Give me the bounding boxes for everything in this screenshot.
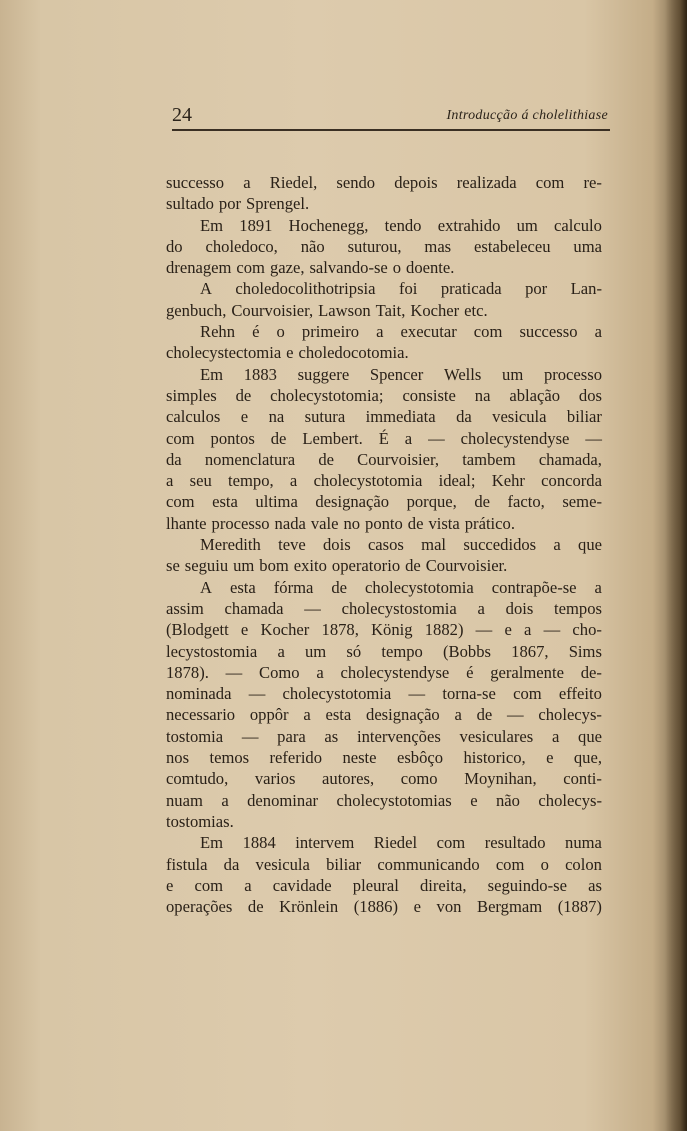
word: é: [252, 322, 260, 342]
word: esta: [325, 705, 352, 725]
word: successo: [166, 173, 225, 192]
word: e: [240, 620, 249, 640]
word: como: [400, 769, 438, 789]
word: —: [543, 620, 561, 640]
word: cholecystotomias: [336, 790, 452, 810]
word: porque,: [406, 492, 457, 512]
word: ideal;: [438, 471, 476, 491]
word: esbôço: [396, 748, 444, 768]
word: fistula: [166, 854, 208, 874]
word: A: [200, 577, 212, 597]
word: sutura: [304, 407, 346, 427]
word: realizada: [456, 173, 517, 192]
word: torna-se: [442, 684, 496, 704]
word: (1887): [557, 897, 602, 917]
word: designação: [315, 492, 390, 512]
word: e: [240, 407, 249, 427]
word: Kehr: [491, 471, 525, 491]
word: effeito: [558, 684, 602, 704]
word: a: [244, 875, 252, 895]
word: cholecystotomia: [313, 471, 423, 491]
word: prático.: [464, 513, 515, 533]
word: salvando-se: [309, 258, 388, 278]
word: um: [233, 556, 255, 576]
text-line: [166, 555, 602, 576]
text-line: [166, 215, 602, 236]
word: de: [474, 492, 490, 512]
word: choledocolithotripsia: [235, 279, 376, 299]
word: assim: [166, 598, 204, 618]
text-line: [166, 364, 602, 385]
word: se: [166, 556, 180, 576]
word: biliar: [326, 854, 362, 874]
word: a: [553, 535, 561, 555]
word: successo: [519, 322, 578, 342]
word: com: [236, 258, 265, 278]
word: com: [473, 322, 503, 342]
word: uma: [573, 236, 602, 256]
word: —: [408, 684, 426, 704]
word: direita,: [420, 875, 467, 895]
word: drenagem: [166, 258, 232, 278]
text-line: [166, 896, 602, 917]
word: a: [524, 620, 532, 640]
word: 1878).: [166, 662, 209, 682]
word: nuam: [166, 790, 203, 810]
word: É: [378, 428, 389, 448]
word: concorda: [541, 471, 602, 491]
word: de: [476, 705, 493, 725]
word: —: [241, 726, 259, 746]
word: no: [343, 513, 361, 533]
text-line: [166, 513, 602, 534]
word: suggere: [297, 364, 350, 384]
word: de: [331, 577, 348, 597]
word: esta: [229, 577, 256, 597]
text-line: [166, 854, 602, 875]
word: praticada: [440, 279, 502, 299]
word: de: [405, 556, 421, 576]
word: vesiculares: [459, 726, 534, 746]
word: cholecystotomia: [365, 577, 474, 597]
word: por: [525, 279, 548, 299]
text-line: [166, 428, 602, 449]
word: fórma: [273, 577, 314, 597]
word: e: [470, 790, 478, 810]
word: a: [454, 705, 462, 725]
text-line: [166, 598, 602, 619]
word: um: [516, 215, 538, 235]
word: sendo: [336, 173, 376, 192]
word: comtudo,: [166, 769, 229, 789]
word: primeiro: [301, 322, 360, 342]
word: pleural: [352, 875, 399, 895]
word: conti-: [563, 769, 602, 789]
word: da: [456, 407, 472, 427]
text-line: [166, 619, 602, 640]
word: tostomia: [166, 726, 224, 746]
word: com: [513, 684, 542, 704]
word: 1867,: [511, 641, 549, 661]
word: vesicula: [255, 854, 310, 874]
word: a: [594, 577, 602, 597]
word: cholecystotomia: [282, 684, 392, 704]
word: (Bobbs: [443, 641, 491, 661]
word: um: [305, 641, 327, 661]
word: —: [475, 620, 493, 640]
word: não: [496, 790, 520, 810]
word: executar: [400, 322, 457, 342]
text-line: [166, 662, 602, 683]
word: Lan-: [570, 279, 602, 299]
word: só: [346, 641, 362, 661]
word: —: [304, 598, 321, 618]
word: Meredith: [200, 535, 261, 555]
word: a: [316, 662, 324, 682]
word: Riedel,: [269, 173, 318, 192]
word: choledoco,: [205, 236, 278, 256]
text-line: [166, 406, 602, 427]
word: seguindo-se: [487, 875, 567, 895]
word: seme-: [562, 492, 602, 512]
word: Em: [200, 364, 224, 384]
word: e: [286, 343, 294, 363]
word: de: [318, 449, 334, 469]
word: Em: [200, 833, 224, 853]
word: a: [221, 790, 229, 810]
word: doente.: [406, 258, 455, 278]
word: a: [243, 173, 251, 192]
word: bom: [259, 556, 289, 576]
word: um: [502, 364, 524, 384]
word: neste: [342, 748, 377, 768]
text-line: [166, 811, 602, 832]
word: oppôr: [249, 705, 289, 725]
word: na: [268, 407, 285, 427]
word: etc.: [464, 300, 488, 320]
text-line: [166, 257, 602, 278]
word: dois: [505, 598, 534, 618]
text-line: [166, 449, 602, 470]
text-line: [166, 641, 602, 662]
text-line: [166, 385, 602, 406]
word: para: [277, 726, 306, 746]
word: lecystostomia: [166, 641, 258, 661]
word: que: [578, 726, 602, 746]
word: resultado: [484, 833, 546, 853]
word: Bergmam: [477, 897, 543, 917]
word: consiste: [402, 385, 456, 405]
word: seu: [189, 471, 212, 491]
word: Courvoisier,: [357, 449, 440, 469]
word: dos: [578, 385, 602, 405]
word: —: [585, 428, 602, 448]
word: com: [166, 428, 195, 448]
word: tempo: [381, 641, 423, 661]
word: tambem: [462, 449, 516, 469]
word: Sims: [568, 641, 602, 661]
word: por: [218, 194, 242, 214]
word: e: [546, 748, 554, 768]
word: com: [495, 854, 525, 874]
word: não: [300, 236, 325, 256]
text-line: [166, 683, 602, 704]
word: de: [407, 513, 424, 533]
word: a: [277, 641, 285, 661]
word: 1883: [243, 364, 277, 384]
word: (Blodgett: [166, 620, 229, 640]
word: com: [436, 833, 466, 853]
word: suturou,: [347, 236, 402, 256]
word: mal: [421, 535, 447, 555]
word: Em: [200, 215, 224, 235]
text-line: [166, 470, 602, 491]
word: sultado: [166, 194, 214, 214]
word: o: [392, 258, 402, 278]
word: as: [324, 726, 339, 746]
word: da: [223, 854, 240, 874]
word: genbuch,: [166, 300, 227, 320]
word: —: [225, 662, 243, 682]
page-edge-shadow: [665, 0, 687, 1131]
word: intervem: [295, 833, 355, 853]
word: facto,: [507, 492, 545, 512]
word: intervenções: [356, 726, 441, 746]
word: cavidade: [272, 875, 332, 895]
word: tempos: [554, 598, 602, 618]
word: de-: [580, 662, 602, 682]
text-line: [166, 534, 602, 555]
word: Kocher: [410, 300, 460, 320]
word: König: [371, 620, 413, 640]
word: contrapõe-se: [491, 577, 577, 597]
word: com: [194, 875, 224, 895]
word: tostomias.: [166, 811, 234, 831]
word: nomenclatura: [204, 449, 296, 469]
word: nada: [274, 513, 306, 533]
text-line: [166, 193, 602, 214]
word: as: [588, 875, 602, 895]
word: denominar: [247, 790, 319, 810]
word: 1882): [424, 620, 464, 640]
word: e: [413, 897, 421, 917]
word: historico,: [463, 748, 526, 768]
word: e: [166, 875, 174, 895]
text-line: [166, 491, 602, 512]
word: o: [276, 322, 285, 342]
word: von: [436, 897, 462, 917]
word: Rehn: [200, 322, 236, 342]
word: a: [404, 428, 413, 448]
word: com: [535, 173, 565, 192]
word: chamada: [224, 598, 284, 618]
word: varios: [254, 769, 296, 789]
word: lhante: [166, 513, 207, 533]
word: Tait,: [375, 300, 406, 320]
word: cholecys-: [538, 790, 602, 810]
word: Courvoisier,: [231, 300, 314, 320]
word: geralmente: [490, 662, 564, 682]
word: nos: [166, 748, 190, 768]
word: extrahido: [437, 215, 501, 235]
body-text: [166, 172, 602, 917]
word: foi: [398, 279, 418, 299]
word: simples: [166, 385, 217, 405]
word: tempo,: [228, 471, 274, 491]
text-line: [166, 768, 602, 789]
word: —: [248, 684, 266, 704]
word: depois: [394, 173, 438, 192]
word: de: [235, 385, 252, 405]
text-line: [166, 790, 602, 811]
word: choledocotomia.: [298, 343, 409, 363]
word: Como: [259, 662, 300, 682]
word: Spencer: [369, 364, 424, 384]
word: Sprengel.: [246, 194, 310, 214]
word: gaze,: [269, 258, 305, 278]
word: é: [466, 662, 474, 682]
word: tendo: [384, 215, 422, 235]
text-line: [166, 236, 602, 257]
word: Hochenegg,: [288, 215, 369, 235]
word: ultima: [255, 492, 298, 512]
word: calculos: [166, 407, 221, 427]
text-line: [166, 747, 602, 768]
word: a: [477, 598, 485, 618]
word: (1886): [353, 897, 398, 917]
running-header: [172, 104, 610, 128]
word: 1878,: [321, 620, 359, 640]
word: exito: [293, 556, 327, 576]
word: vista: [428, 513, 460, 533]
word: o: [540, 854, 549, 874]
word: chamada,: [538, 449, 602, 469]
text-line: [166, 577, 602, 598]
word: Riedel: [373, 833, 418, 853]
word: a: [289, 471, 298, 491]
text-line: [166, 342, 602, 363]
text-line: [166, 726, 602, 747]
word: cholecystendyse: [460, 428, 570, 448]
word: e: [504, 620, 512, 640]
word: casos: [367, 535, 404, 555]
text-line: [166, 278, 602, 299]
word: operações: [166, 897, 233, 917]
word: de: [247, 897, 264, 917]
word: cholecystectomia: [166, 343, 282, 363]
running-title: Introducção á cholelithiase: [446, 108, 608, 123]
word: a: [551, 726, 560, 746]
word: cholecys-: [538, 705, 602, 725]
word: —: [428, 428, 445, 448]
word: Kocher: [260, 620, 310, 640]
word: numa: [565, 833, 602, 853]
header-rule: [172, 129, 610, 131]
word: a: [594, 322, 602, 342]
word: calculo: [554, 215, 602, 235]
word: re-: [583, 173, 602, 192]
word: teve: [278, 535, 306, 555]
word: temos: [209, 748, 250, 768]
word: da: [166, 449, 182, 469]
word: Moynihan,: [464, 769, 537, 789]
word: Courvoisier.: [425, 556, 508, 576]
word: a: [303, 705, 311, 725]
word: 1891: [239, 215, 273, 235]
page-number: 24: [172, 104, 192, 126]
word: do: [166, 236, 183, 256]
text-line: [166, 832, 602, 853]
word: processo: [211, 513, 270, 533]
word: Krönlein: [279, 897, 339, 917]
word: esta: [212, 492, 238, 512]
word: estabeleceu: [474, 236, 551, 256]
text-line: [166, 300, 602, 321]
word: biliar: [566, 407, 602, 427]
word: seguiu: [184, 556, 229, 576]
word: Lawson: [318, 300, 371, 320]
word: pontos: [210, 428, 255, 448]
word: cholecystostomia: [341, 598, 457, 618]
text-line: [166, 321, 602, 342]
word: Lembert.: [302, 428, 363, 448]
word: necessario: [166, 705, 236, 725]
word: operatorio: [331, 556, 401, 576]
word: autores,: [322, 769, 375, 789]
word: immediata: [365, 407, 436, 427]
word: processo: [543, 364, 602, 384]
word: vesicula: [492, 407, 547, 427]
text-line: [166, 172, 602, 193]
word: succedidos: [463, 535, 537, 555]
word: ponto: [365, 513, 403, 533]
word: designação: [366, 705, 440, 725]
word: colon: [565, 854, 602, 874]
word: cholecystotomia;: [270, 385, 384, 405]
text-line: [166, 875, 602, 896]
word: na: [474, 385, 491, 405]
word: com: [166, 492, 195, 512]
word: cholecystendyse: [340, 662, 450, 682]
word: —: [507, 705, 524, 725]
word: communicando: [377, 854, 480, 874]
word: referido: [269, 748, 323, 768]
word: mas: [424, 236, 452, 256]
word: Wells: [443, 364, 482, 384]
word: de: [270, 428, 287, 448]
word: vale: [310, 513, 339, 533]
word: dois: [323, 535, 351, 555]
word: nominada: [166, 684, 232, 704]
text-line: [166, 704, 602, 725]
word: A: [200, 279, 212, 299]
word: que: [578, 535, 602, 555]
word: que,: [573, 748, 602, 768]
word: 1884: [242, 833, 276, 853]
word: a: [376, 322, 384, 342]
word: cho-: [572, 620, 602, 640]
word: a: [166, 471, 174, 491]
word: ablação: [509, 385, 561, 405]
